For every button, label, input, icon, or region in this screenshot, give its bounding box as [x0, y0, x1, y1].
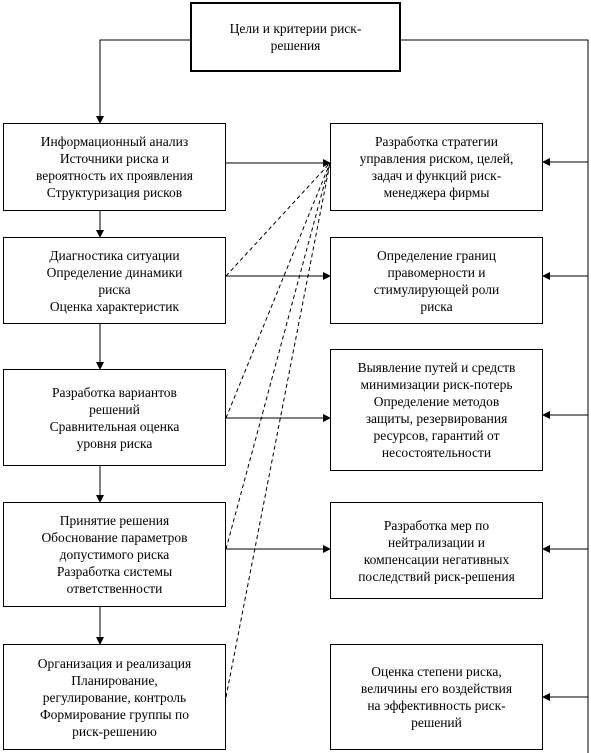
- box-line: последствий риск-решения: [358, 568, 515, 584]
- box-line: риск-решению: [72, 723, 157, 739]
- box-line: риска: [420, 298, 453, 314]
- box-line: Разработка мер по: [383, 517, 490, 533]
- box-line: решения: [270, 38, 321, 53]
- solution-variants-box: [3, 369, 226, 466]
- box-line: величины его воздействия: [360, 681, 513, 696]
- box-line: стимулирующей роли: [373, 281, 500, 297]
- box-line: допустимого риска: [59, 547, 170, 562]
- box-line: Организация и реализация: [37, 655, 192, 671]
- organization-implementation-box: [3, 644, 226, 750]
- box-line: менеджера фирмы: [383, 185, 490, 200]
- box-line: Принятие решения: [59, 513, 170, 528]
- dashed-feedback-lines: [226, 163, 330, 697]
- box-line: решений: [89, 401, 140, 417]
- box-line: регулирование, контроль: [42, 689, 187, 705]
- box-line: Сравнительная оценка: [49, 418, 180, 434]
- box-line: Оценка характеристик: [49, 298, 180, 314]
- box-line: Определение методов: [373, 394, 500, 409]
- strategy-development-box: [330, 123, 543, 211]
- box-line: Выявление путей и средств: [357, 360, 516, 375]
- box-line: управления риском, целей,: [359, 151, 514, 166]
- box-line: Цели и критерии риск-: [229, 21, 362, 36]
- goals-and-criteria-box: [190, 2, 401, 72]
- box-line: Разработка системы: [56, 564, 173, 579]
- risk-assessment-box: [330, 644, 543, 750]
- box-line: защиты, резервирования: [365, 411, 508, 426]
- box-line: риска: [98, 281, 131, 297]
- box-line: Информационный анализ: [40, 134, 189, 149]
- box-line: Планирование,: [71, 672, 158, 688]
- box-line: Источники риска и: [59, 151, 170, 166]
- box-line: на эффективность риск-: [367, 698, 506, 713]
- box-line: уровня риска: [76, 435, 153, 451]
- situation-diagnostics-box: [3, 237, 226, 324]
- box-line: ответственности: [66, 581, 163, 596]
- bus-arrows: [543, 162, 588, 697]
- loss-minimization-box: [330, 349, 543, 471]
- box-line: задач и функций риск-: [371, 168, 502, 183]
- box-line: ресурсов, гарантий от: [373, 428, 500, 443]
- box-line: Определение динамики: [46, 264, 183, 280]
- box-line: минимизации риск-потерь: [360, 377, 513, 392]
- box-line: Определение границ: [377, 247, 496, 263]
- box-line: Разработка стратегии: [375, 134, 498, 149]
- box-line: нейтрализации и: [388, 534, 485, 550]
- box-line: несостоятельности: [381, 445, 492, 460]
- decision-making-box: [3, 502, 226, 607]
- box-line: решений: [411, 715, 462, 730]
- box-line: Формирование группы по: [40, 706, 189, 722]
- neutralization-measures-box: [330, 502, 543, 599]
- top-left-connector: [100, 40, 190, 123]
- box-line: Структуризация рисков: [46, 185, 183, 200]
- information-analysis-box: [3, 123, 226, 211]
- box-line: Диагностика ситуации: [49, 247, 180, 263]
- box-line: Обоснование параметров: [41, 530, 188, 545]
- box-line: правомерности и: [387, 264, 486, 280]
- box-line: компенсации негативных: [363, 551, 510, 567]
- box-line: вероятность их проявления: [36, 168, 193, 183]
- box-line: Оценка степени риска,: [371, 664, 502, 679]
- box-line: Разработка вариантов: [52, 384, 177, 400]
- boundaries-definition-box: [330, 237, 543, 324]
